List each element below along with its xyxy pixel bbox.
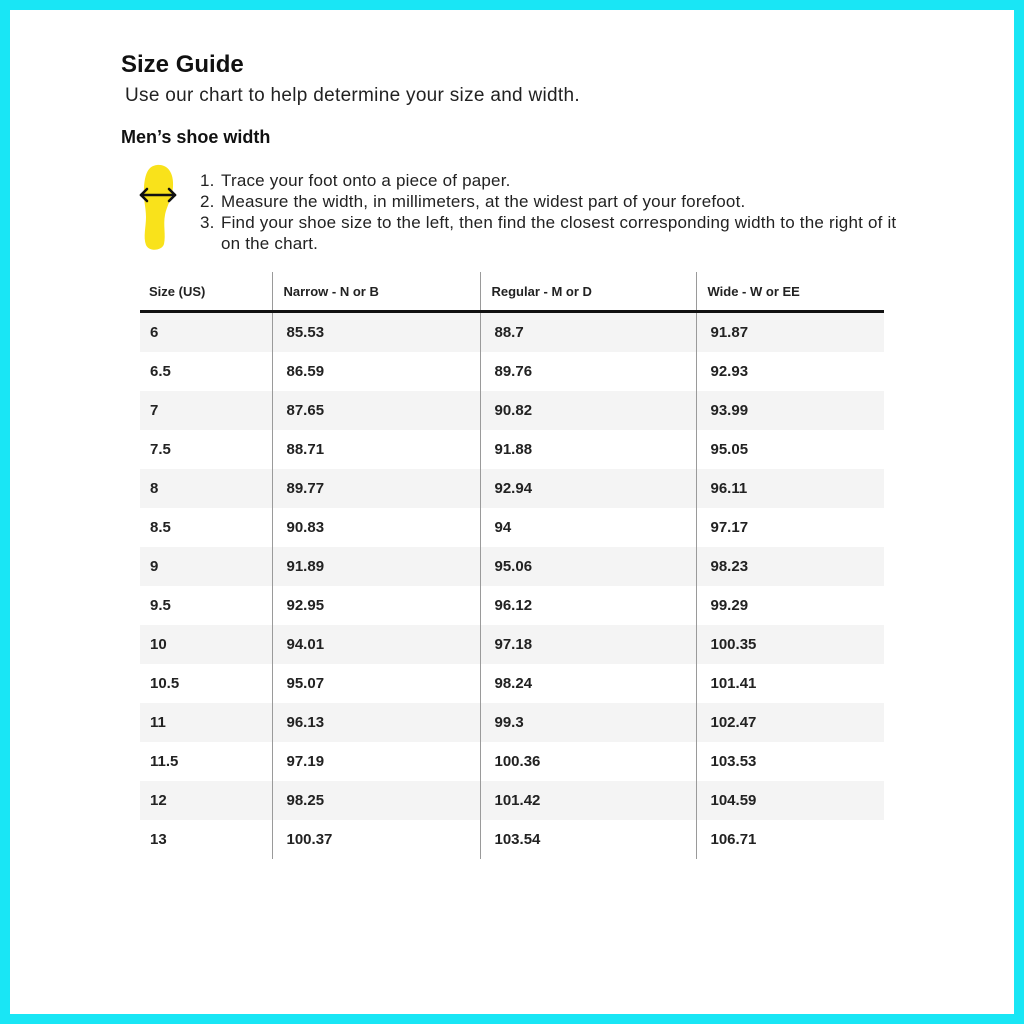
table-body [140,312,884,860]
cell-wide: 101.41 [696,664,884,703]
cell-regular: 95.06 [480,547,696,586]
page-subtitle: Use our chart to help determine your size and width. [125,85,580,106]
cell-wide: 102.47 [696,703,884,742]
cell-wide: 92.93 [696,352,884,391]
cell-wide: 95.05 [696,430,884,469]
cell-regular: 92.94 [480,469,696,508]
table-row [140,703,884,742]
table-row [140,664,884,703]
instruction-step: 1. Trace your foot onto a piece of paper. [200,171,511,190]
cell-wide: 91.87 [696,312,884,353]
cell-narrow: 86.59 [272,352,480,391]
cell-regular: 99.3 [480,703,696,742]
cell-regular: 91.88 [480,430,696,469]
table-row [140,352,884,391]
cell-narrow: 96.13 [272,703,480,742]
cell-narrow: 90.83 [272,508,480,547]
table-row [140,430,884,469]
cell-wide: 93.99 [696,391,884,430]
table-row [140,781,884,820]
cell-size: 9.5 [150,597,171,614]
table-row [140,742,884,781]
cell-regular: 90.82 [480,391,696,430]
size-chart-table [140,272,884,859]
cell-narrow: 100.37 [272,820,480,859]
cell-regular: 101.42 [480,781,696,820]
column-header-regular: Regular - M or D [480,272,696,312]
cell-size: 10.5 [150,675,180,692]
cell-size: 9 [140,547,272,586]
cell-narrow: 92.95 [272,586,480,625]
cell-wide: 98.23 [696,547,884,586]
table-row [140,820,884,859]
instruction-step: 2. Measure the width, in millimeters, at the widest part of your forefoot. [200,192,746,211]
cell-wide: 99.29 [696,586,884,625]
cell-narrow: 98.25 [272,781,480,820]
column-header-narrow: Narrow - N or B [272,272,480,312]
table-row [140,312,884,353]
instruction-step: 3. Find your shoe size to the left, then find the closest corresponding width to the right of it on the chart. [200,213,897,253]
cell-size: 6.5 [150,363,171,380]
table-row [140,625,884,664]
cell-narrow: 97.19 [272,742,480,781]
cell-regular: 97.18 [480,625,696,664]
cell-size: 8.5 [150,519,171,536]
cell-size: 10 [140,625,272,664]
instruction-list [200,170,900,254]
section-title: Men’s shoe width [121,127,271,147]
cell-size: 12 [140,781,272,820]
cell-narrow: 89.77 [272,469,480,508]
cell-size: 11.5 [150,753,179,770]
cell-regular: 103.54 [480,820,696,859]
column-header-wide: Wide - W or EE [696,272,884,312]
foot-sole-shape [144,165,173,250]
cell-narrow: 94.01 [272,625,480,664]
cell-size: 11 [140,703,272,742]
cell-wide: 97.17 [696,508,884,547]
table-row [140,508,884,547]
table-row [140,586,884,625]
cell-regular: 98.24 [480,664,696,703]
column-header-size: Size (US) [140,272,272,312]
cell-narrow: 85.53 [272,312,480,353]
cell-regular: 88.7 [480,312,696,353]
table-row [140,469,884,508]
cell-wide: 106.71 [696,820,884,859]
cell-wide: 104.59 [696,781,884,820]
cell-wide: 103.53 [696,742,884,781]
table-header-row [140,272,884,312]
cell-size: 8 [140,469,272,508]
page-title: Size Guide [121,51,244,78]
cell-size: 6 [140,312,272,353]
table-row [140,547,884,586]
cell-wide: 100.35 [696,625,884,664]
cell-narrow: 87.65 [272,391,480,430]
cell-narrow: 88.71 [272,430,480,469]
cell-size: 7.5 [150,441,171,458]
foot-width-icon [137,163,181,253]
table-row [140,391,884,430]
cell-regular: 96.12 [480,586,696,625]
cell-wide: 96.11 [696,469,884,508]
cell-size: 13 [150,831,167,848]
cell-regular: 94 [480,508,696,547]
cell-narrow: 91.89 [272,547,480,586]
cell-regular: 89.76 [480,352,696,391]
cell-narrow: 95.07 [272,664,480,703]
cell-regular: 100.36 [480,742,696,781]
cell-size: 7 [140,391,272,430]
